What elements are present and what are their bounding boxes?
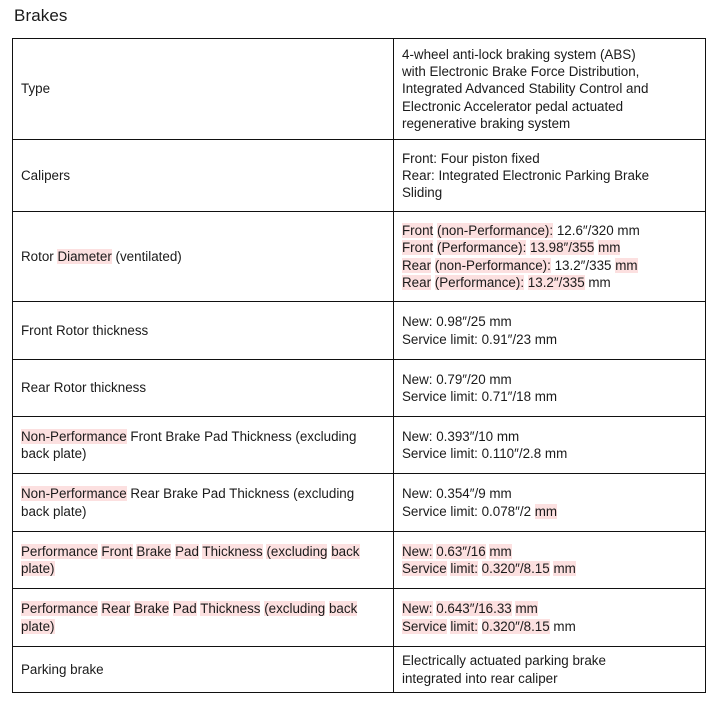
spec-value-line — [402, 239, 697, 256]
spec-value-line: New: 0.98″/25 mm — [402, 314, 512, 330]
spec-label — [21, 600, 385, 635]
highlighted-text: (Performance): — [437, 240, 527, 256]
brakes-spec-table — [12, 38, 706, 693]
highlighted-text: Rear — [402, 274, 432, 290]
label-cell — [13, 532, 394, 589]
highlighted-text: Thickness — [200, 601, 261, 617]
spec-value-line: New: 0.354″/9 mm — [402, 486, 512, 502]
value-cell — [394, 39, 706, 140]
spec-value-line: Service limit: 0.078″/2 mm — [402, 503, 558, 519]
spec-value-line: with Electronic Brake Force Distribution, — [402, 64, 640, 80]
spec-value-line: 4-wheel anti-lock braking system (ABS) — [402, 46, 636, 62]
highlighted-text: mm — [553, 561, 576, 576]
value-cell — [394, 474, 706, 532]
highlighted-text: Brake — [134, 601, 170, 617]
label-cell — [13, 647, 394, 693]
label-cell — [13, 589, 394, 647]
label-cell — [13, 417, 394, 474]
highlighted-text: Service — [402, 561, 447, 576]
spec-value-line: Sliding — [402, 185, 443, 201]
value-cell — [394, 589, 706, 647]
highlighted-text: 13.98″/355 — [530, 240, 595, 256]
spec-value-line — [402, 600, 697, 617]
highlighted-text: Thickness — [202, 543, 263, 559]
spec-label: Rotor Diameter (ventilated) — [21, 248, 182, 264]
highlighted-text: 13.2″/335 — [527, 274, 585, 290]
table-row — [13, 360, 706, 417]
spec-value-line: Rear (Performance): 13.2″/335 mm — [402, 274, 611, 290]
highlighted-text: 0.320″/8.15 — [481, 561, 550, 576]
table-row — [13, 140, 706, 212]
highlighted-text: Pad — [175, 543, 199, 559]
highlighted-text: mm — [489, 543, 512, 559]
spec-value-line — [402, 543, 697, 560]
spec-value-line: Rear: Integrated Electronic Parking Brake — [402, 167, 650, 183]
value-cell — [394, 532, 706, 589]
table-row — [13, 589, 706, 647]
value-cell — [394, 647, 706, 693]
highlighted-text: mm — [534, 503, 558, 519]
label-cell — [13, 212, 394, 302]
spec-label: Rear Rotor thickness — [21, 380, 147, 396]
highlighted-text: 0.63″/16 — [436, 543, 486, 559]
value-cell — [394, 212, 706, 302]
label-cell — [13, 474, 394, 532]
section-title: Brakes — [14, 6, 68, 25]
highlighted-text: Performance — [21, 543, 98, 559]
value-cell — [394, 140, 706, 212]
value-cell — [394, 360, 706, 417]
highlighted-text: limit: — [450, 618, 478, 634]
spec-value-line: Service limit: 0.110″/2.8 mm — [402, 446, 568, 461]
value-cell — [394, 302, 706, 360]
table-row — [13, 647, 706, 693]
highlighted-text: Rear — [402, 257, 432, 273]
highlighted-text: Performance — [21, 601, 98, 617]
spec-value-line — [402, 560, 697, 577]
highlighted-text: Brake — [136, 543, 172, 559]
label-cell — [13, 140, 394, 212]
spec-value-line: Service limit: 0.71″/18 mm — [402, 389, 558, 404]
spec-value-line: Service limit: 0.91″/23 mm — [402, 331, 558, 347]
spec-value-line: Service limit: 0.320″/8.15 mm — [402, 618, 576, 634]
highlighted-text: Front — [101, 543, 133, 559]
label-cell — [13, 360, 394, 417]
spec-value-line: Electronic Accelerator pedal actuated — [402, 98, 624, 114]
spec-value-line: integrated into rear caliper — [402, 670, 558, 686]
spec-value-line: regenerative braking system — [402, 115, 571, 131]
highlighted-text: limit: — [450, 561, 478, 576]
highlighted-text: New: — [402, 601, 433, 617]
spec-label: Non-Performance Front Brake Pad Thickness (excluding back plate) — [21, 428, 357, 461]
highlighted-text: (Performance): — [434, 274, 525, 290]
table-row — [13, 532, 706, 589]
highlighted-text: Non-Performance — [21, 428, 127, 444]
highlighted-text: (non-Performance): — [437, 222, 554, 238]
value-cell — [394, 417, 706, 474]
highlighted-text: Non-Performance — [21, 486, 127, 502]
highlighted-text: mm — [615, 257, 638, 273]
highlighted-text: Pad — [172, 601, 197, 617]
highlighted-text: Diameter — [57, 248, 112, 264]
highlighted-text: Service — [402, 618, 447, 634]
spec-label: Non-Performance Rear Brake Pad Thickness (excluding back plate) — [21, 486, 355, 519]
highlighted-text: (non-Performance): — [434, 257, 551, 273]
spec-value-line: Electrically actuated parking brake — [402, 653, 606, 669]
spec-value-line: Front (non-Performance): 12.6″/320 mm — [402, 222, 640, 238]
highlighted-text: back — [331, 543, 360, 559]
highlighted-text: Rear — [101, 601, 131, 617]
spec-label: Type — [21, 81, 51, 97]
highlighted-text: 0.643″/16.33 — [436, 601, 512, 617]
highlighted-text: Front — [402, 240, 434, 256]
table-row — [13, 417, 706, 474]
highlighted-text: mm — [598, 240, 621, 256]
spec-value-line: New: 0.79″/20 mm — [402, 371, 512, 387]
highlighted-text: back — [328, 601, 358, 617]
spec-value-line: New: 0.393″/10 mm — [402, 428, 520, 444]
highlighted-text: (excluding — [266, 543, 328, 559]
highlighted-text: 0.320″/8.15 — [481, 618, 550, 634]
table-row — [13, 212, 706, 302]
spec-label: Front Rotor thickness — [21, 322, 149, 338]
table-row — [13, 474, 706, 532]
spec-label: Parking brake — [21, 661, 104, 677]
highlighted-text: mm — [515, 601, 538, 617]
highlighted-text: plate) — [21, 618, 55, 634]
label-cell — [13, 39, 394, 140]
label-cell — [13, 302, 394, 360]
spec-value-line: Front: Four piston fixed — [402, 150, 540, 166]
spec-label — [21, 543, 385, 578]
highlighted-text: plate) — [21, 561, 55, 576]
highlighted-text: Front — [402, 222, 434, 238]
highlighted-text: New: — [402, 543, 433, 559]
highlighted-text: (excluding — [264, 601, 326, 617]
spec-value-line: Rear (non-Performance): 13.2″/335 mm — [402, 257, 638, 273]
spec-value-line: Integrated Advanced Stability Control and — [402, 81, 649, 97]
spec-label: Calipers — [21, 167, 71, 183]
table-row — [13, 302, 706, 360]
table-row — [13, 39, 706, 140]
